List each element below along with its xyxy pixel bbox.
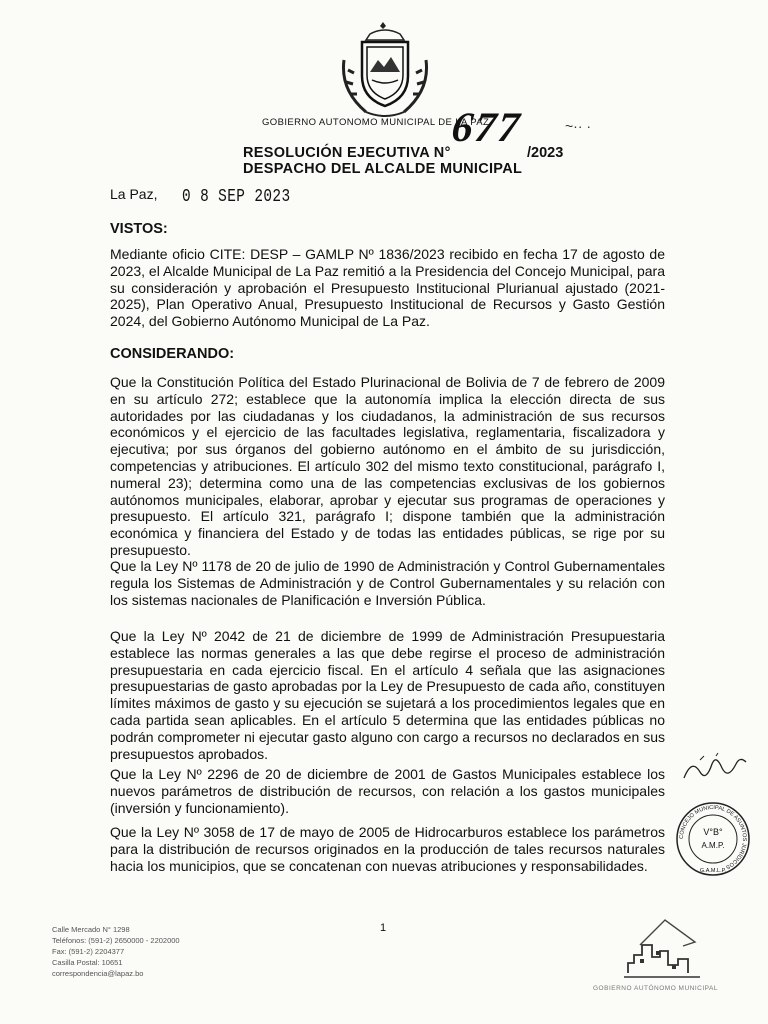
seal-bottom-text: G.A.M.L.P. [699, 868, 727, 874]
seal-initials: A.M.P. [701, 841, 725, 850]
resolution-year: /2023 [527, 145, 564, 161]
footer-fax: Fax: (591-2) 2204377 [52, 947, 125, 956]
footer-logo-text: GOBIERNO AUTÓNOMO MUNICIPAL [593, 985, 718, 992]
paragraph-ley-1178: Que la Ley Nº 1178 de 20 de julio de 1990 de Administración y Control Gubernamentales regula los Sistemas de Administración y de Control Gubernamentales y su relación con los sistemas nacionales de Planificación e Inversión Pública. [110, 558, 665, 608]
resolution-number: 677 [449, 105, 524, 151]
paragraph-constitution: Que la Constitución Política del Estado Plurinacional de Bolivia de 7 de febrero de 2009 en su artículo 272; establece que la autonomía implica la elección directa de sus autoridades por las ciudadanas y los ciudadanos, la administración de sus recursos económicos y el ejercicio de las facultades legislativa, reglamentaria, fiscalizadora y ejecutiva; por sus órganos del gobierno autónomo en el ámbito de su jurisdicción, competencias y atribuciones. El artículo 302 del mismo texto constitucional, parágrafo I, numeral 23); determina como una de las competencias exclusivas de los gobiernos autónomos municipales, elaborar, aprobar y ejecutar sus programas de operaciones y presupuesto. El artículo 321, parágrafo I; dispone también que la administración económica y financiera del Estado y de todas las entidades públicas, se rige por su presupuesto. [110, 374, 665, 558]
coat-of-arms-logo [330, 20, 440, 130]
institution-name: GOBIERNO AUTONOMO MUNICIPAL DE LA PAZ [262, 117, 490, 128]
stamped-date: 0 8 SEP 2023 [182, 187, 291, 207]
paragraph-vistos: Mediante oficio CITE: DESP – GAMLP Nº 1836/2023 recibido en fecha 17 de agosto de 2023, el Alcalde Municipal de La Paz remitió a la Presidencia del Concejo Municipal, para su consideración y aprobación el Presupuesto Institucional Plurianual ajustado (2021-2025), Plan Operativo Anual, Presupuesto Institucional de Recursos y Gasto Gestión 2024, del Gobierno Autónomo Municipal de La Paz. [110, 246, 665, 330]
footer-email: correspondencia@lapaz.bo [52, 969, 144, 978]
paragraph-ley-3058: Que la Ley Nº 3058 de 17 de mayo de 2005 de Hidrocarburos establece los parámetros para la distribución de recursos originados en la producción de tales recursos naturales hacia los municipios, que se concatenan con nuevas atribuciones y responsabilidades. [110, 824, 665, 874]
vistos-heading: VISTOS: [110, 221, 168, 237]
footer-po-box: Casilla Postal: 10651 [52, 958, 123, 967]
paragraph-ley-2296: Que la Ley Nº 2296 de 20 de diciembre de 2001 de Gastos Municipales establece los nuevos parámetros de distribución de recursos, con relación a los gastos municipales (inversión y funcionamiento). [110, 766, 665, 816]
footer-phones: Teléfonos: (591-2) 2650000 - 2202000 [52, 936, 180, 945]
place-label: La Paz, [110, 186, 158, 202]
considerando-heading: CONSIDERANDO: [110, 346, 235, 362]
handwritten-mark-icon: ~·· · [565, 118, 592, 134]
approval-seal-icon [674, 800, 752, 878]
resolution-title: RESOLUCIÓN EJECUTIVA N° [243, 145, 451, 161]
footer-contact [52, 924, 180, 979]
seal-ring-text: CONCEJO MUNICIPAL DE ASUNTOS JURÍDICOS [678, 804, 748, 870]
municipal-skyline-logo [610, 915, 710, 990]
footer-address: Calle Mercado N° 1298 [52, 925, 130, 934]
paragraph-ley-2042: Que la Ley Nº 2042 de 21 de diciembre de 1999 de Administración Presupuestaria establece las normas generales a las que debe regirse el proceso de administración presupuestaria en cada ejercicio fiscal. En el artículo 4 señala que las asignaciones presupuestarias de gasto aprobadas por la Ley de Presupuesto de cada año, constituyen límites máximos de gasto y su ejecución se sujetará a los procedimientos legales que en cada partida sean aplicables. En el artículo 5 determina que las entidades públicas no podrán comprometer ni ejecutar gasto alguno con cargo a recursos no declarados en sus presupuestos aprobados. [110, 628, 665, 762]
signature-icon [680, 748, 750, 788]
office-subtitle: DESPACHO DEL ALCALDE MUNICIPAL [243, 161, 523, 177]
page-number: 1 [380, 922, 387, 934]
seal-center-text: V°B° [703, 827, 723, 837]
